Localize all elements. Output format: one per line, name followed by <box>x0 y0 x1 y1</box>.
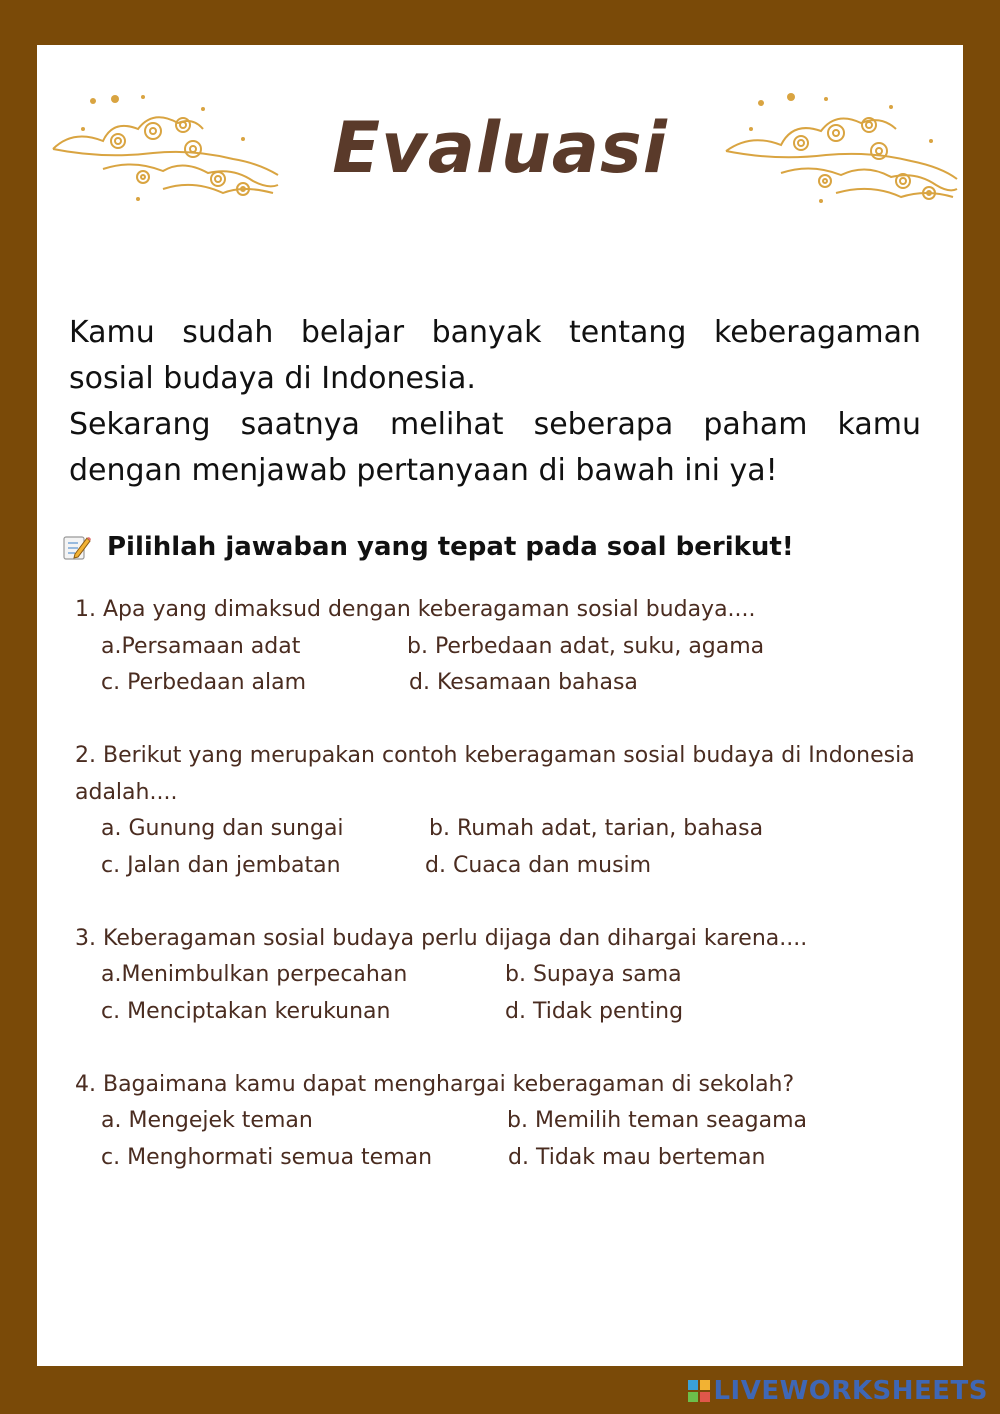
option-c[interactable]: c. Menciptakan kerukunan <box>101 998 391 1024</box>
answer-options <box>75 629 935 702</box>
intro-paragraph-2: Sekarang saatnya melihat seberapa paham kamu dengan menjawab pertanyaan di bawah ini ya! <box>69 407 921 488</box>
question-4 <box>75 1067 935 1177</box>
intro-paragraph-1: Kamu sudah belajar banyak tentang keberagaman sosial budaya di Indonesia. <box>69 315 921 396</box>
question-text: 3. Keberagaman sosial budaya perlu dijaga dan dihargai karena.... <box>75 925 808 951</box>
option-d[interactable]: d. Tidak penting <box>505 998 684 1024</box>
answer-options <box>75 811 935 884</box>
option-b[interactable]: b. Memilih teman seagama <box>507 1108 808 1133</box>
worksheet-page <box>37 45 963 1366</box>
question-list <box>75 592 935 1176</box>
option-c[interactable]: c. Jalan dan jembatan <box>101 852 341 878</box>
option-a[interactable]: a.Menimbulkan perpecahan <box>101 962 408 987</box>
option-a[interactable]: a.Persamaan adat <box>101 633 301 659</box>
question-text: 1. Apa yang dimaksud dengan keberagaman sosial budaya.... <box>75 597 756 622</box>
watermark <box>688 1376 988 1406</box>
question-1 <box>75 592 935 702</box>
option-d[interactable]: d. Tidak mau berteman <box>508 1144 766 1170</box>
option-a[interactable]: a. Gunung dan sungai <box>101 816 344 841</box>
memo-pencil-icon <box>61 532 91 562</box>
instruction-heading <box>61 532 921 562</box>
option-a[interactable]: a. Mengejek teman <box>101 1108 313 1133</box>
answer-options <box>75 957 935 1030</box>
instruction-text: Pilihlah jawaban yang tepat pada soal berikut! <box>107 532 794 562</box>
liveworksheets-logo-icon <box>688 1380 710 1402</box>
option-b[interactable]: b. Rumah adat, tarian, bahasa <box>429 816 764 841</box>
option-d[interactable]: d. Cuaca dan musim <box>425 852 652 878</box>
question-2 <box>75 738 935 884</box>
page-title: Evaluasi <box>332 107 668 189</box>
answer-options <box>75 1103 935 1176</box>
watermark-text: LIVEWORKSHEETS <box>713 1376 988 1406</box>
question-text: 4. Bagaimana kamu dapat menghargai keberagaman di sekolah? <box>75 1071 795 1097</box>
intro-text <box>69 310 921 494</box>
question-text: 2. Berikut yang merupakan contoh keberagaman sosial budaya di Indonesia adalah.... <box>75 743 915 805</box>
option-c[interactable]: c. Menghormati semua teman <box>101 1144 433 1170</box>
option-d[interactable]: d. Kesamaan bahasa <box>409 670 638 695</box>
question-3 <box>75 921 935 1031</box>
option-c[interactable]: c. Perbedaan alam <box>101 670 307 695</box>
option-b[interactable]: b. Supaya sama <box>505 962 682 987</box>
option-b[interactable]: b. Perbedaan adat, suku, agama <box>407 633 765 659</box>
